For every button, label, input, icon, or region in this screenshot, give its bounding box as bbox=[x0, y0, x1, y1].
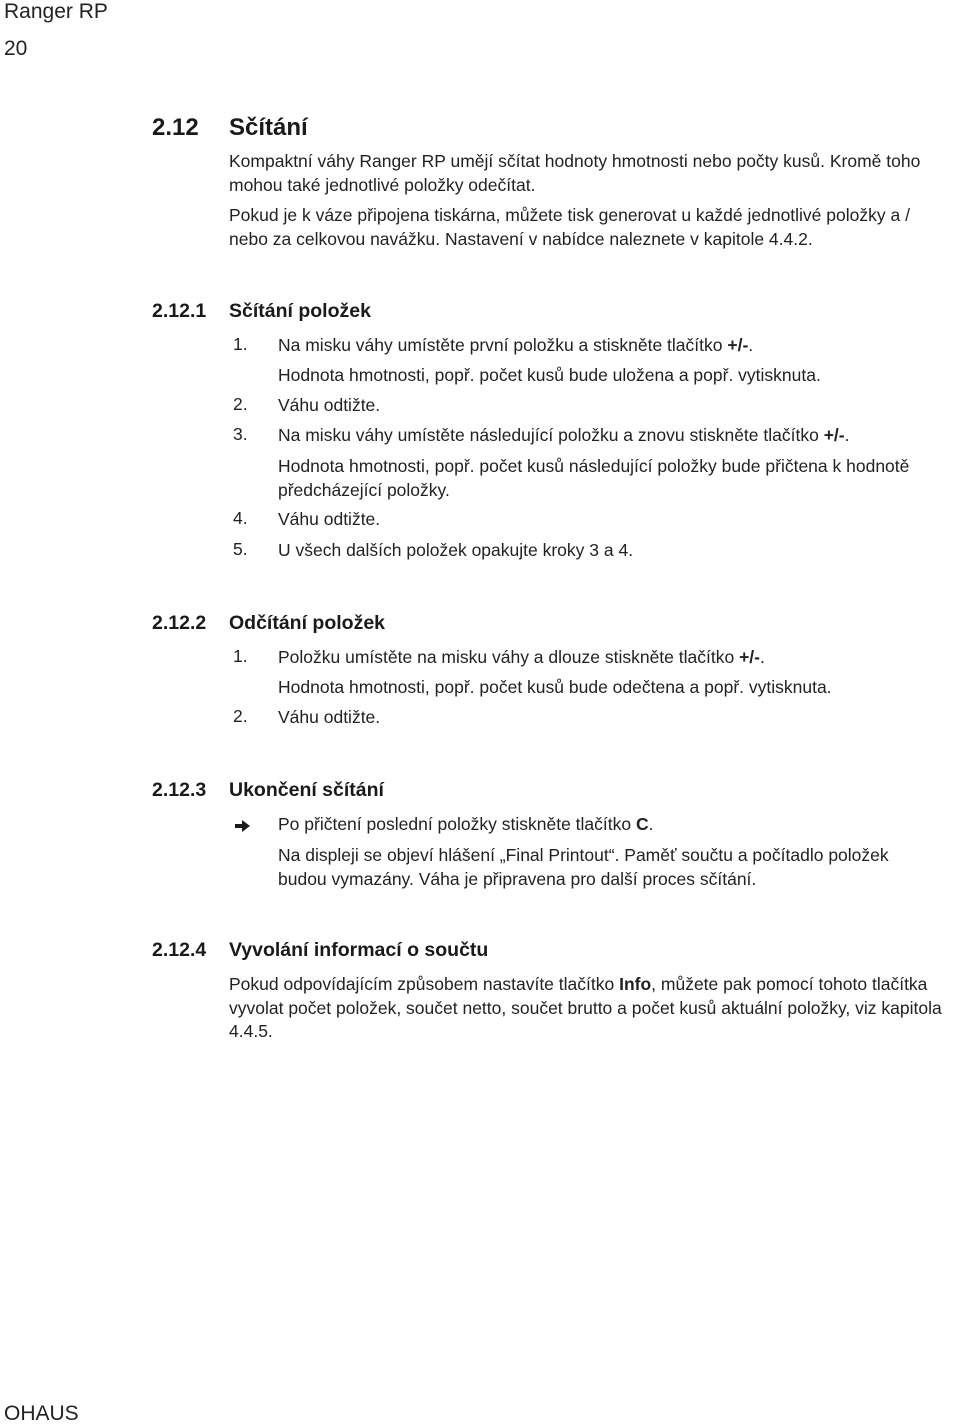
key-label: +/- bbox=[727, 335, 749, 355]
subsection-number: 2.12.4 bbox=[152, 939, 207, 961]
subsection-title: Odčítání položek bbox=[229, 612, 386, 634]
step-text: Položku umístěte na misku váhy a dlouze stiskněte tlačítko +/-. bbox=[278, 647, 765, 667]
subsection-title: Ukončení sčítání bbox=[229, 779, 384, 801]
section-title: Sčítání bbox=[229, 114, 308, 141]
step-text: Na misku váhy umístěte první položku a stiskněte tlačítko +/-. bbox=[278, 335, 754, 355]
action-text: Po přičtení poslední položky stiskněte tlačítko C. bbox=[278, 814, 654, 834]
step-number: 1. bbox=[233, 334, 248, 354]
step-text: U všech dalších položek opakujte kroky 3 a 4. bbox=[278, 540, 634, 560]
document-title: Ranger RP bbox=[4, 0, 108, 23]
subsection-number: 2.12.2 bbox=[152, 612, 207, 634]
step-number: 2. bbox=[233, 394, 248, 414]
step-text: Na misku váhy umístěte následující položku a znovu stiskněte tlačítko +/-. bbox=[278, 425, 850, 445]
step-number: 4. bbox=[233, 508, 248, 528]
subsection-number: 2.12.1 bbox=[152, 300, 207, 322]
step-text: Váhu odtižte. bbox=[278, 707, 381, 727]
step-text: Váhu odtižte. bbox=[278, 509, 381, 529]
subsection-title: Sčítání položek bbox=[229, 300, 371, 322]
step-note: Hodnota hmotnosti, popř. počet kusů následující položky bude přičtena k hodnotě předcházející položky. bbox=[278, 456, 910, 500]
info-paragraph: Pokud odpovídajícím způsobem nastavíte tlačítko Info, můžete pak pomocí tohoto tlačítka vyvolat počet položek, součet netto, součet brutto a počet kusů aktuální položky, viz kapitola 4.4.5. bbox=[229, 974, 942, 1041]
step-note: Hodnota hmotnosti, popř. počet kusů bude uložena a popř. vytisknuta. bbox=[278, 365, 821, 385]
action-note: Na displeji se objeví hlášení „Final Printout“. Paměť součtu a počítadlo položek budou vymazány. Váha je připravena pro další proces sčítání. bbox=[278, 845, 889, 889]
page-number: 20 bbox=[4, 37, 28, 60]
key-label: Info bbox=[619, 974, 652, 994]
arrow-right-icon bbox=[235, 819, 251, 833]
intro-paragraph-1: Kompaktní váhy Ranger RP umějí sčítat hodnoty hmotnosti nebo počty kusů. Kromě toho mohou také jednotlivé položky odečítat. bbox=[229, 151, 921, 195]
step-number: 1. bbox=[233, 646, 248, 666]
step-number: 2. bbox=[233, 706, 248, 726]
key-label: +/- bbox=[823, 425, 845, 445]
step-number: 3. bbox=[233, 424, 248, 444]
step-note: Hodnota hmotnosti, popř. počet kusů bude odečtena a popř. vytisknuta. bbox=[278, 677, 832, 697]
section-number: 2.12 bbox=[152, 114, 199, 141]
subsection-number: 2.12.3 bbox=[152, 779, 207, 801]
subsection-title: Vyvolání informací o součtu bbox=[229, 939, 489, 961]
brand-footer: OHAUS bbox=[4, 1402, 79, 1425]
intro-paragraph-2: Pokud je k váze připojena tiskárna, můžete tisk generovat u každé jednotlivé položky a / nebo za celkovou navážku. Nastavení v nabídce naleznete v kapitole 4.4.2. bbox=[229, 205, 910, 249]
step-number: 5. bbox=[233, 539, 248, 559]
key-label: +/- bbox=[739, 647, 760, 667]
step-text: Váhu odtižte. bbox=[278, 395, 381, 415]
key-label: C bbox=[635, 814, 649, 834]
